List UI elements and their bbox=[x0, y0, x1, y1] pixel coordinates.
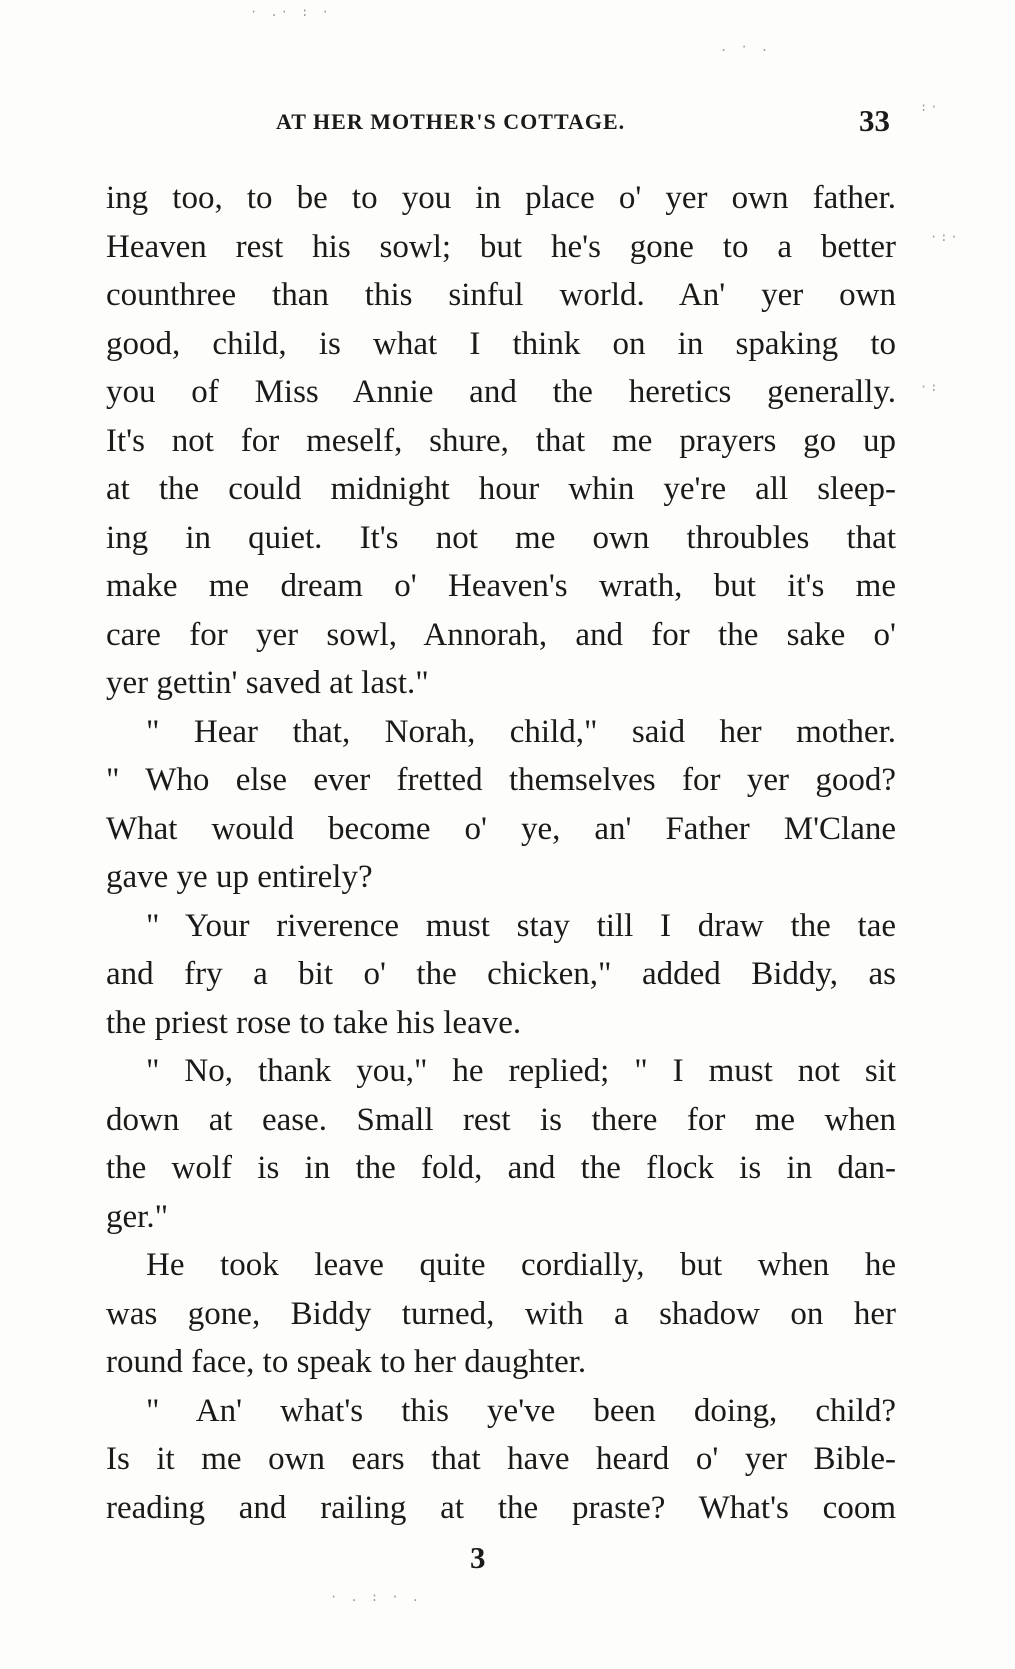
paper-speckle: · . : · . bbox=[330, 1590, 423, 1604]
paper-speckle: ·: bbox=[920, 380, 941, 394]
text-line: gave ye up entirely? bbox=[106, 859, 373, 895]
text-line: and fry a bit o' the chicken," added Biddy, as bbox=[106, 956, 896, 992]
text-line: " No, thank you," he replied; " I must not sit bbox=[146, 1053, 896, 1089]
text-line: " An' what's this ye've been doing, child? bbox=[146, 1392, 896, 1429]
paper-speckle: ·:· bbox=[930, 230, 961, 244]
text-line: ing in quiet. It's not me own throubles that bbox=[106, 519, 896, 556]
text-line: Heaven rest his sowl; but he's gone to a better bbox=[106, 228, 896, 265]
text-line: the wolf is in the fold, and the flock is in dan- bbox=[106, 1150, 896, 1186]
text-line: " Who else ever fretted themselves for yer good? bbox=[106, 762, 896, 798]
text-line: " Your riverence must stay till I draw the tae bbox=[146, 907, 896, 944]
text-line: was gone, Biddy turned, with a shadow on her bbox=[106, 1295, 896, 1332]
signature-mark: 3 bbox=[470, 1540, 486, 1575]
text-line: It's not for meself, shure, that me prayers go up bbox=[106, 422, 896, 459]
text-line: good, child, is what I think on in spaking to bbox=[106, 325, 896, 362]
text-line: care for yer sowl, Annorah, and for the sake o' bbox=[106, 616, 896, 653]
paper-speckle: :· bbox=[920, 100, 941, 114]
text-line: yer gettin' saved at last." bbox=[106, 665, 429, 701]
text-line: " Hear that, Norah, child," said her mother. bbox=[146, 713, 896, 750]
running-title: AT HER MOTHER'S COTTAGE. bbox=[276, 109, 626, 134]
text-line: Is it me own ears that have heard o' yer Bible- bbox=[106, 1441, 896, 1477]
text-line: you of Miss Annie and the heretics generally. bbox=[106, 374, 896, 410]
text-line: at the could midnight hour whin ye're all sleep- bbox=[106, 471, 896, 507]
text-line: down at ease. Small rest is there for me when bbox=[106, 1101, 896, 1138]
text-line: reading and railing at the praste? What's coom bbox=[106, 1489, 896, 1526]
text-line: What would become o' ye, an' Father M'Clane bbox=[106, 810, 896, 847]
text-line: ger." bbox=[106, 1198, 169, 1235]
text-line: make me dream o' Heaven's wrath, but it's me bbox=[106, 568, 896, 604]
paper-speckle: . · . bbox=[720, 40, 772, 54]
running-head bbox=[106, 103, 896, 143]
text-line: ing too, to be to you in place o' yer own father. bbox=[106, 180, 896, 216]
text-line: He took leave quite cordially, but when he bbox=[146, 1247, 896, 1283]
page-number: 33 bbox=[859, 103, 890, 138]
text-line: the priest rose to take his leave. bbox=[106, 1004, 522, 1041]
paper-speckle: · .· : · bbox=[250, 5, 332, 19]
text-line: counthree than this sinful world. An' yer own bbox=[106, 277, 896, 313]
text-line: round face, to speak to her daughter. bbox=[106, 1344, 587, 1380]
body-text bbox=[106, 174, 896, 1532]
